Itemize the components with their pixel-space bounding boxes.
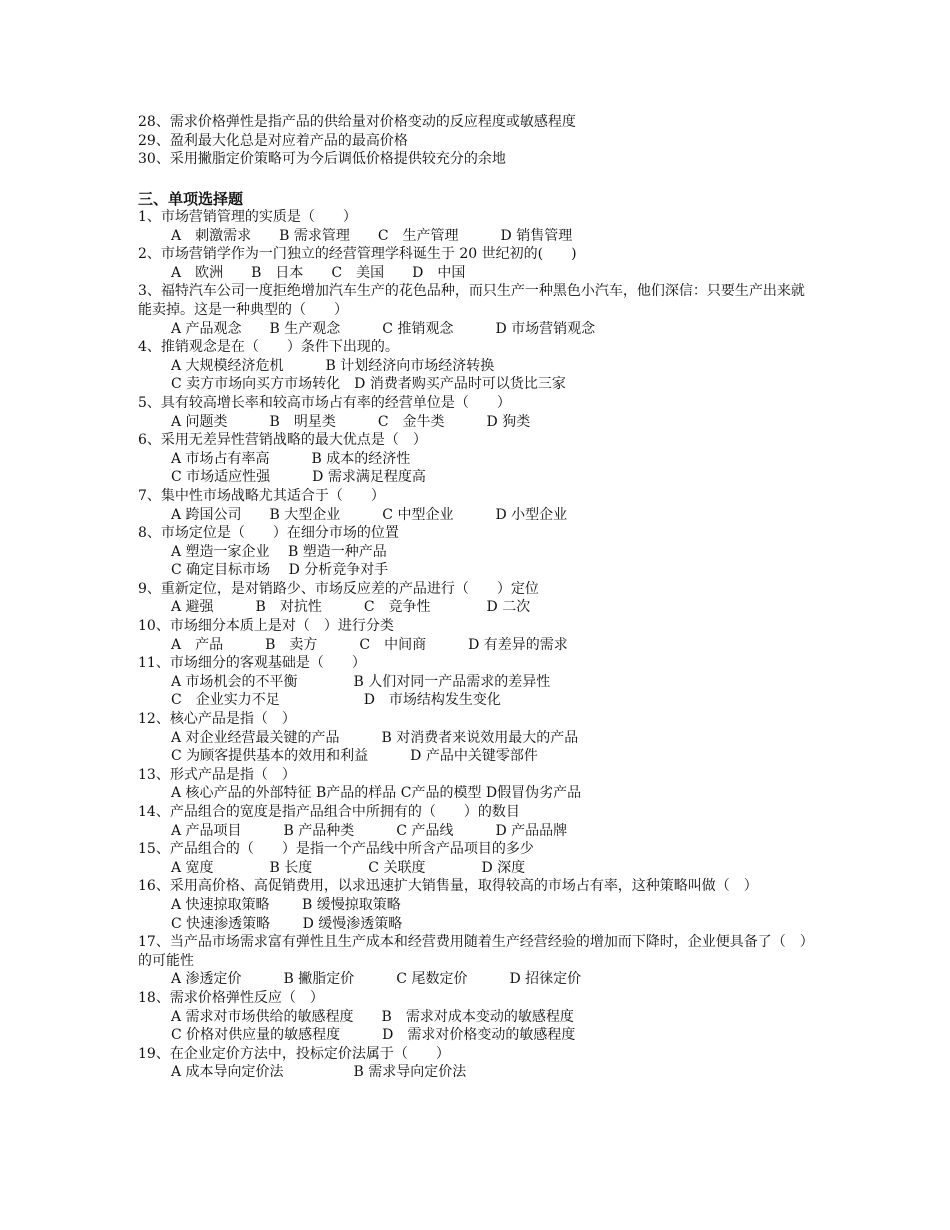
question-options: C 确定目标市场 D 分析竞争对手 [171,562,389,579]
question-options: A 塑造一家企业 B 塑造一种产品 [171,543,387,560]
question-options: A 跨国公司 B 大型企业 C 中型企业 D 小型企业 [171,506,568,523]
question-stem: 19、在企业定价方法中，投标定价法属于（ ） [138,1045,450,1062]
question-stem: 4、推销观念是在（ ）条件下出现的。 [138,339,399,356]
question-stem: 18、需求价格弹性反应（ ） [138,989,324,1006]
question-stem: 10、市场细分本质上是对（ ）进行分类 [138,618,394,635]
question-options: A 市场占有率高 B 成本的经济性 [171,450,411,467]
section-title: 三、单项选择题 [138,190,244,208]
statement-28: 28、需求价格弹性是指产品的供给量对价格变动的反应程度或敏感程度 [138,114,576,130]
question-options: A 产品 B 卖方 C 中间商 D 有差异的需求 [171,636,568,653]
question-stem: 17、当产品市场需求富有弹性且生产成本和经营费用随着生产经营经验的增加而下降时，企业便具备了（ ）的可能性 [138,934,814,969]
question-options: A 成本导向定价法 B 需求导向定价法 [171,1064,467,1081]
question-options: A 对企业经营最关键的产品 B 对消费者来说效用最大的产品 [171,729,579,746]
question-options: A 产品观念 B 生产观念 C 推销观念 D 市场营销观念 [171,320,596,337]
question-stem: 1、市场营销管理的实质是（ ） [138,209,357,225]
question-options: C 为顾客提供基本的效用和利益 D 产品中关键零部件 [171,748,538,765]
question-options: A 刺激需求 B 需求管理 C 生产管理 D 销售管理 [171,227,573,244]
statement-30: 30、采用撇脂定价策略可为今后调低价格提供较充分的余地 [138,151,506,168]
question-options: A 欧洲 B 日本 C 美国 D 中国 [171,264,466,281]
question-stem: 11、市场细分的客观基础是（ ） [138,655,366,672]
question-stem: 7、集中性市场战略尤其适合于（ ） [138,487,385,504]
question-options: A 宽度 B 长度 C 关联度 D 深度 [171,859,526,876]
statement-29: 29、盈利最大化总是对应着产品的最高价格 [138,132,408,149]
question-stem: 12、核心产品是指（ ） [138,711,296,728]
question-options: A 核心产品的外部特征 B产品的样品 C产品的模型 D假冒伪劣产品 [171,785,582,802]
question-list [138,208,818,1082]
question-stem: 16、采用高价格、高促销费用，以求迅速扩大销售量，取得较高的市场占有率，这种策略叫做（ ） [138,878,758,895]
question-stem: 2、市场营销学作为一门独立的经营管理学科诞生于 20 世纪初的( ) [138,246,577,263]
question-options: A 问题类 B 明星类 C 金牛类 D 狗类 [171,413,531,430]
question-options: C 市场适应性强 D 需求满足程度高 [171,469,426,486]
question-options: C 快速渗透策略 D 缓慢渗透策略 [171,915,403,932]
question-options: A 产品项目 B 产品种类 C 产品线 D 产品品牌 [171,822,568,839]
question-options: C 卖方市场向买方市场转化 D 消费者购买产品时可以货比三家 [171,376,566,393]
question-stem: 6、采用无差异性营销战略的最大优点是（ ） [138,432,427,449]
question-stem: 3、福特汽车公司一度拒绝增加汽车生产的花色品种，而只生产一种黑色小汽车，他们深信：只要生产出来就能卖掉。这是一种典型的（ ） [138,283,805,318]
question-stem: 13、形式产品是指（ ） [138,766,296,783]
question-options: C 企业实力不足 D 市场结构发生变化 [171,692,501,709]
true-false-tail [138,113,818,169]
question-options: A 渗透定价 B 撇脂定价 C 尾数定价 D 招徕定价 [171,971,582,988]
question-options: A 快速掠取策略 B 缓慢掠取策略 [171,896,401,913]
question-options: A 市场机会的不平衡 B 人们对同一产品需求的差异性 [171,673,551,690]
question-options: A 大规模经济危机 B 计划经济向市场经济转换 [171,357,495,374]
question-stem: 5、具有较高增长率和较高市场占有率的经营单位是（ ） [138,394,511,411]
question-options: A 避强 B 对抗性 C 竞争性 D 二次 [171,599,531,616]
question-options: C 价格对供应量的敏感程度 D 需求对价格变动的敏感程度 [171,1027,576,1044]
question-stem: 8、市场定位是（ ）在细分市场的位置 [138,525,399,542]
question-options: A 需求对市场供给的敏感程度 B 需求对成本变动的敏感程度 [171,1008,574,1025]
question-stem: 9、重新定位，是对销路少、市场反应差的产品进行（ ）定位 [138,580,539,597]
question-stem: 14、产品组合的宽度是指产品组合中所拥有的（ ）的数目 [138,804,520,820]
question-stem: 15、产品组合的（ ）是指一个产品线中所含产品项目的多少 [138,841,534,858]
